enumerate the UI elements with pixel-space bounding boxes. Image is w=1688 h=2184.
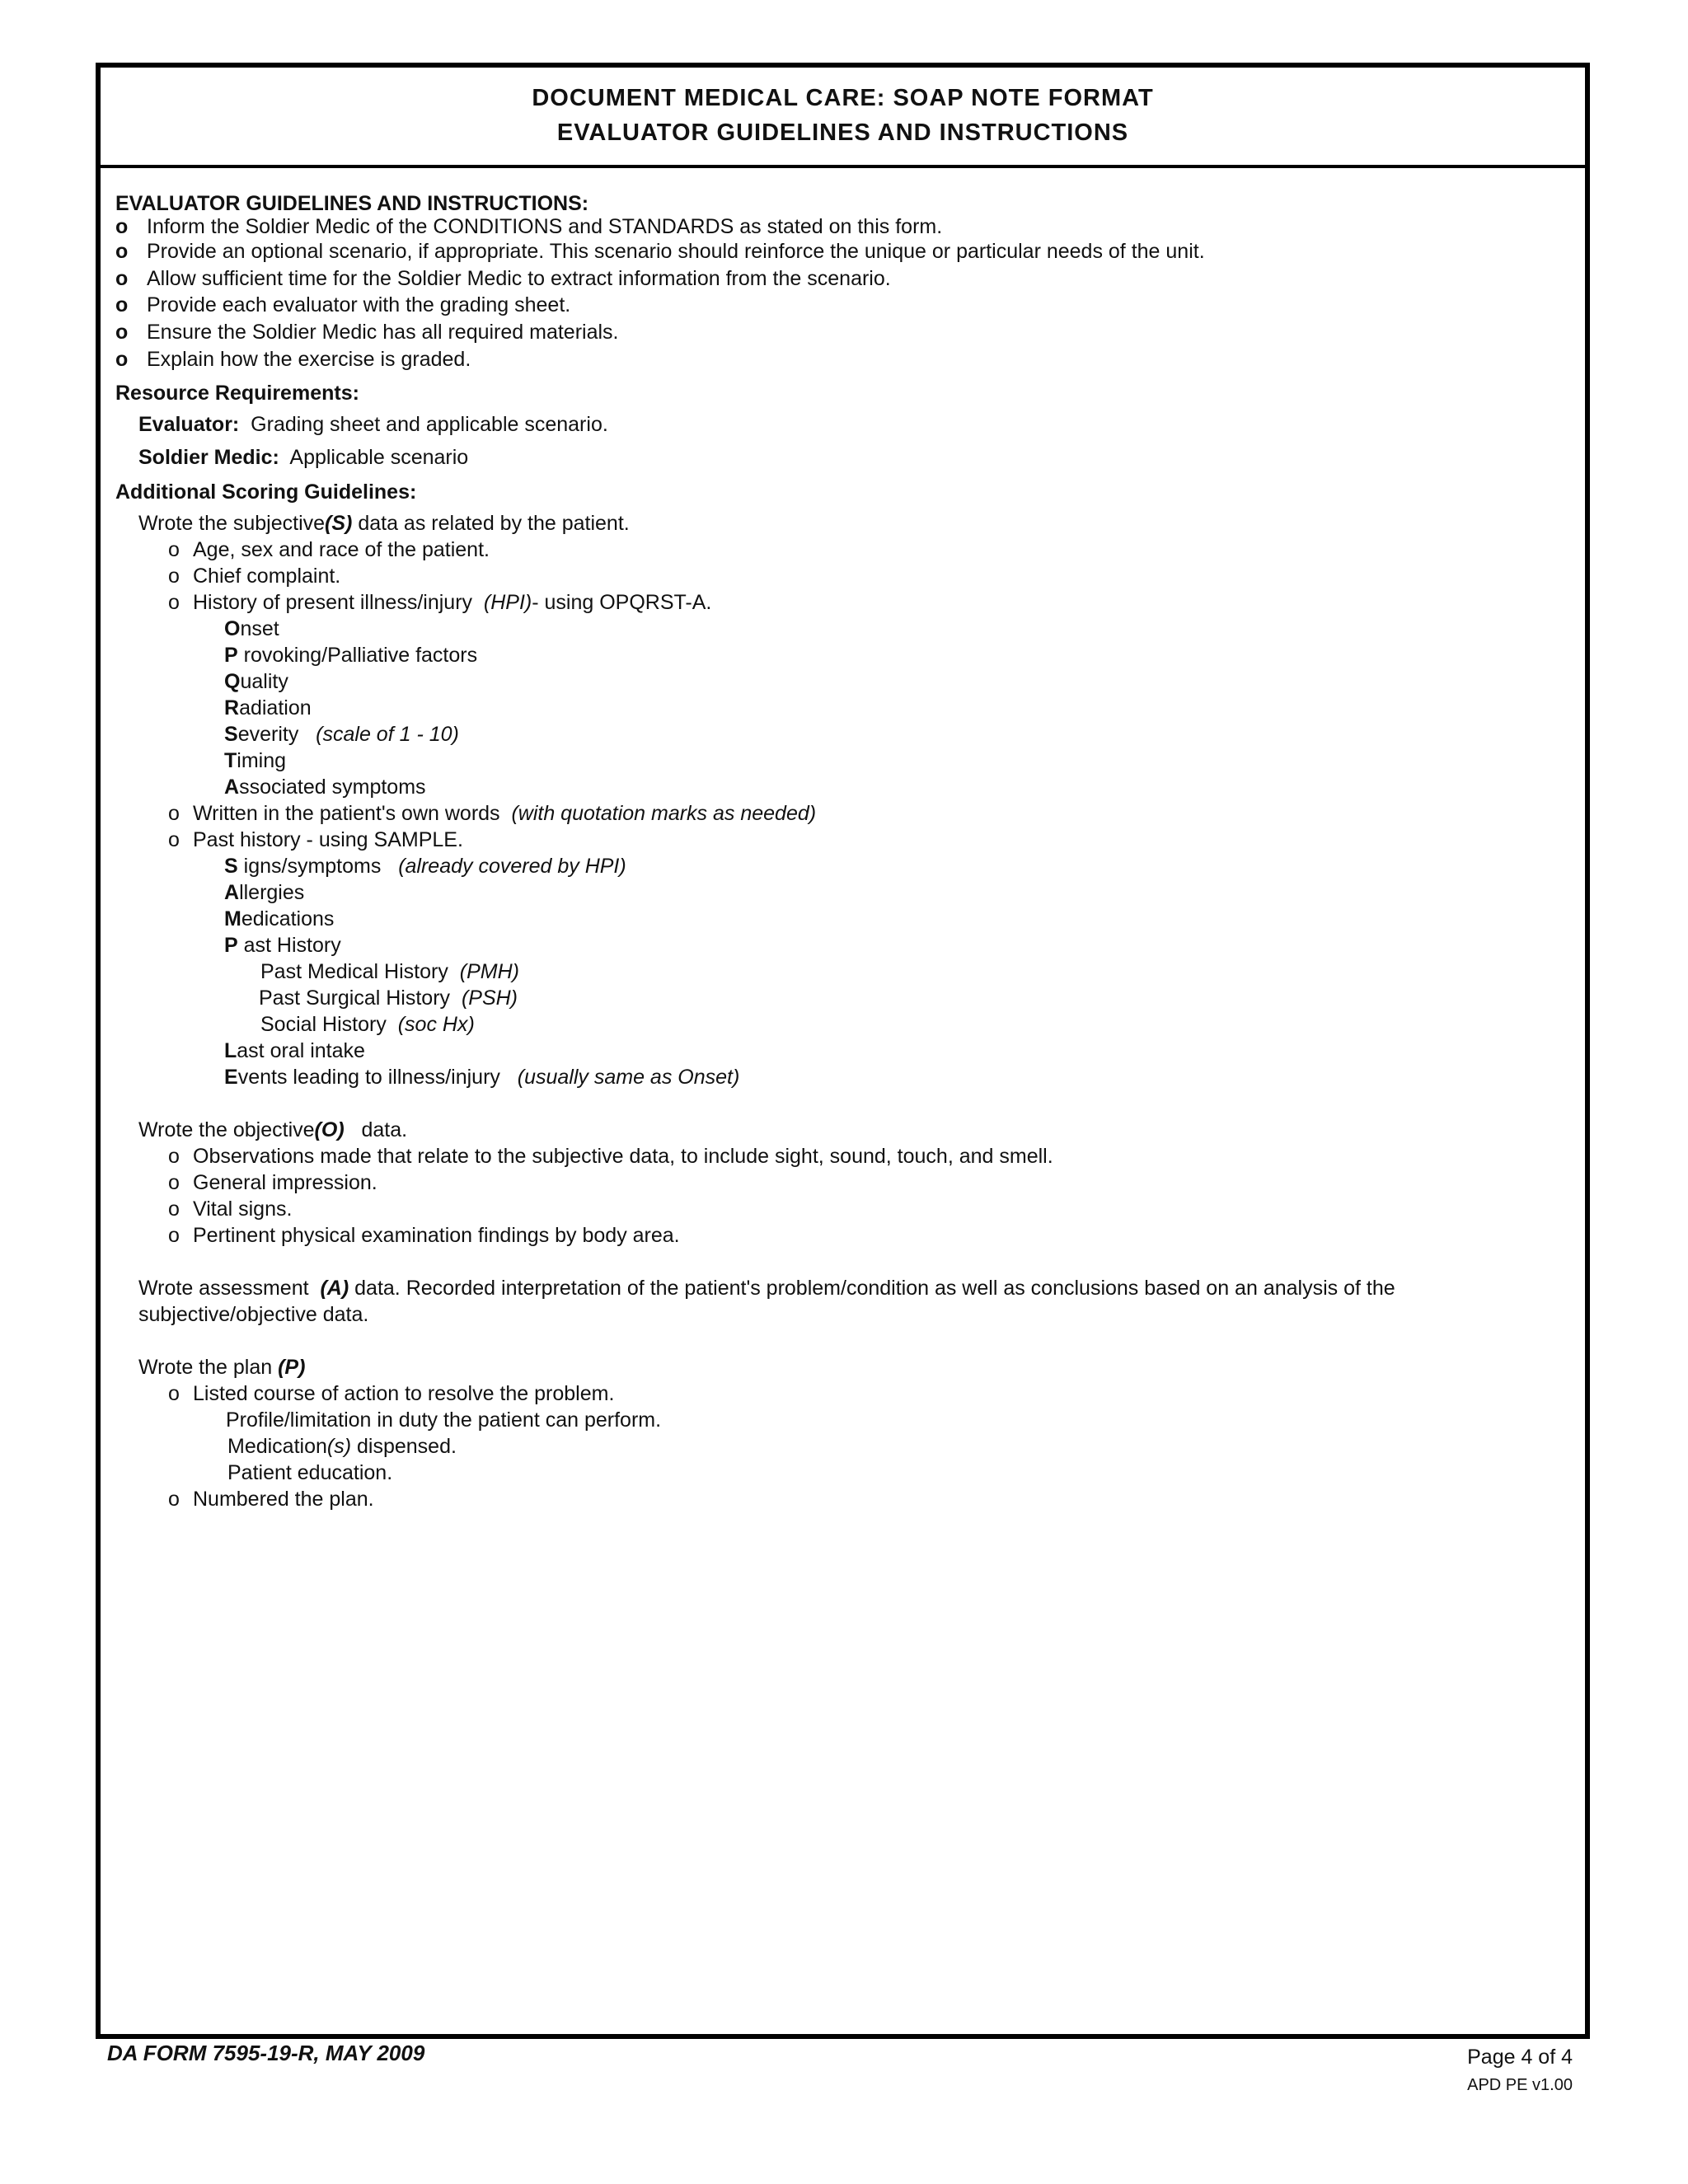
scoring-heading: Additional Scoring Guidelines: (115, 480, 417, 504)
opqrst-item: Onset (224, 617, 279, 640)
form-identifier: DA FORM 7595-19-R, MAY 2009 (107, 2041, 425, 2065)
bullet-marker: o (115, 348, 129, 371)
opqrst-item: Radiation (224, 696, 312, 719)
bullet-marker: o (115, 267, 129, 290)
opqrst-item: Associated symptoms (224, 776, 426, 799)
list-item: o Listed course of action to resolve the problem. (168, 1382, 615, 1405)
guideline-item: o Allow sufficient time for the Soldier Medic to extract information from the scenario. (115, 267, 891, 290)
header-title-line2: EVALUATOR GUIDELINES AND INSTRUCTIONS (556, 120, 1129, 146)
assessment-line: Wrote assessment (A) data. Recorded interpretation of the patient's problem/condition as well as conclusions based on an analysis of the (138, 1277, 1395, 1300)
guideline-item: o Inform the Soldier Medic of the CONDITIONS and STANDARDS as stated on this form. (115, 215, 943, 238)
past-history-item: Social History (soc Hx) (260, 1013, 475, 1036)
list-item: o Pertinent physical examination findings by body area. (168, 1224, 680, 1247)
guideline-item: o Provide each evaluator with the grading sheet. (115, 293, 571, 316)
past-history-item: Past Medical History (PMH) (260, 960, 519, 983)
plan-subitem: Profile/limitation in duty the patient can perform. (226, 1408, 662, 1432)
bullet-marker: o (115, 321, 129, 344)
sample-item: Events leading to illness/injury (usually same as Onset) (224, 1066, 740, 1089)
list-item: o Written in the patient's own words (with quotation marks as needed) (168, 802, 817, 825)
list-item: o Vital signs. (168, 1197, 293, 1221)
sample-item: P ast History (224, 934, 341, 957)
opqrst-item: Timing (224, 749, 287, 772)
list-item: o Chief complaint. (168, 565, 341, 588)
medic-requirement: Soldier Medic: Applicable scenario (138, 446, 469, 469)
sample-item: Medications (224, 907, 335, 930)
list-item: o Numbered the plan. (168, 1488, 374, 1511)
page-number: Page 4 of 4 (1467, 2046, 1573, 2069)
list-item: o History of present illness/injury (HPI)- using OPQRST-A. (168, 591, 712, 614)
list-item: o General impression. (168, 1171, 377, 1194)
sample-item: Last oral intake (224, 1039, 365, 1062)
guideline-item: o Provide an optional scenario, if appropriate. This scenario should reinforce the unique or particular needs of the unit. (115, 240, 1205, 263)
guideline-item: o Ensure the Soldier Medic has all required materials. (115, 321, 619, 344)
list-item: o Past history - using SAMPLE. (168, 828, 463, 851)
plan-intro: Wrote the plan (P) (138, 1356, 306, 1379)
past-history-item: Past Surgical History (PSH) (259, 987, 518, 1010)
sample-item: S igns/symptoms (already covered by HPI) (224, 855, 626, 878)
opqrst-item: Severity (scale of 1 - 10) (224, 723, 459, 746)
subjective-intro: Wrote the subjective(S) data as related by the patient. (138, 512, 630, 535)
plan-subitem: Medication(s) dispensed. (227, 1435, 457, 1458)
bullet-marker: o (115, 293, 129, 316)
guidelines-heading: EVALUATOR GUIDELINES AND INSTRUCTIONS: (115, 192, 589, 215)
plan-subitem: Patient education. (227, 1461, 393, 1484)
sample-item: Allergies (224, 881, 305, 904)
assessment-line: subjective/objective data. (138, 1303, 369, 1326)
version-label: APD PE v1.00 (1467, 2076, 1573, 2094)
form-header (101, 68, 1585, 168)
opqrst-item: P rovoking/Palliative factors (224, 644, 478, 667)
list-item: o Observations made that relate to the subjective data, to include sight, sound, touch, and smell. (168, 1145, 1053, 1168)
bullet-marker: o (115, 240, 129, 263)
objective-intro: Wrote the objective(O) data. (138, 1118, 408, 1141)
header-title-line1: DOCUMENT MEDICAL CARE: SOAP NOTE FORMAT (532, 85, 1154, 111)
evaluator-requirement: Evaluator: Grading sheet and applicable scenario. (138, 413, 608, 436)
bullet-marker: o (115, 215, 129, 238)
guideline-item: o Explain how the exercise is graded. (115, 348, 471, 371)
opqrst-item: Quality (224, 670, 288, 693)
page-footer (1467, 2046, 1573, 2095)
list-item: o Age, sex and race of the patient. (168, 538, 490, 561)
resources-heading: Resource Requirements: (115, 382, 359, 405)
